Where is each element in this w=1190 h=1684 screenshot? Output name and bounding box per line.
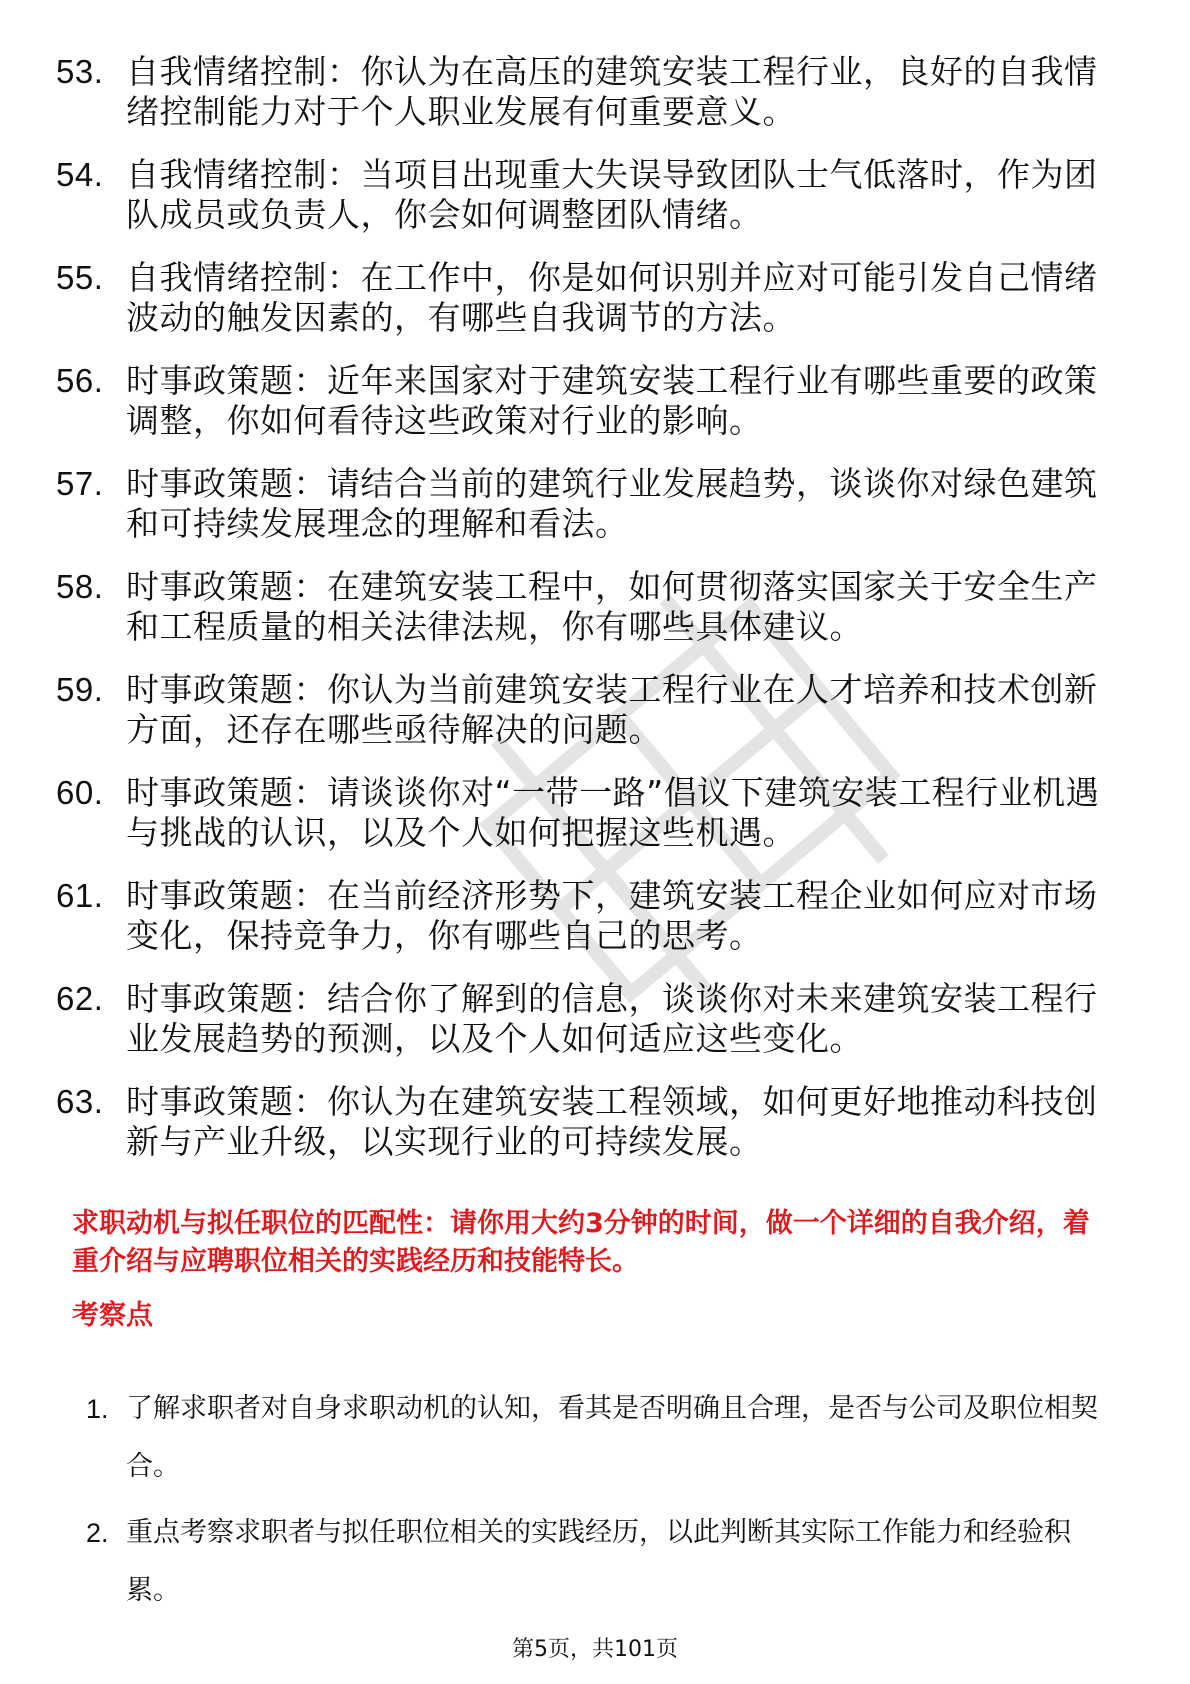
question-item [56,567,1116,647]
question-text: 时事政策题：请结合当前的建筑行业发展趋势，谈谈你对绿色建筑和可持续发展理念的理解和看法。 [126,464,1098,543]
focus-point-text: 了解求职者对自身求职动机的认知，看其是否明确且合理，是否与公司及职位相契合。 [126,1393,1098,1482]
question-item [56,155,1116,235]
question-text: 时事政策题：你认为在建筑安装工程领域，如何更好地推动科技创新与产业升级，以实现行业的可持续发展。 [126,1082,1098,1161]
question-text: 自我情绪控制：你认为在高压的建筑安装工程行业，良好的自我情绪控制能力对于个人职业发展有何重要意义。 [126,52,1098,131]
question-item [56,773,1116,853]
question-number: 63. [56,1083,104,1120]
question-item [56,258,1116,338]
focus-point-text: 重点考察求职者与拟任职位相关的实践经历，以此判断其实际工作能力和经验积累。 [126,1517,1071,1606]
question-text: 自我情绪控制：当项目出现重大失误导致团队士气低落时，作为团队成员或负责人，你会如何调整团队情绪。 [126,155,1098,234]
question-number: 58. [56,568,104,605]
question-text: 自我情绪控制：在工作中，你是如何识别并应对可能引发自己情绪波动的触发因素的，有哪些自我调节的方法。 [126,258,1098,337]
question-text: 时事政策题：近年来国家对于建筑安装工程行业有哪些重要的政策调整，你如何看待这些政策对行业的影响。 [126,361,1098,440]
question-item [56,979,1116,1059]
question-text: 时事政策题：在当前经济形势下，建筑安装工程企业如何应对市场变化，保持竞争力，你有哪些自己的思考。 [126,876,1098,955]
focus-point-number: 1. [86,1394,109,1424]
question-number: 53. [56,53,104,90]
question-item [56,361,1116,441]
focus-heading: 考察点 [72,1300,153,1331]
motivation-question: 求职动机与拟任职位的匹配性：请你用大约3分钟的时间，做一个详细的自我介绍，着重介绍与应聘职位相关的实践经历和技能特长。 [72,1208,1090,1277]
focus-point-item [86,1380,1116,1496]
question-number: 62. [56,980,104,1017]
question-number: 57. [56,465,104,502]
question-list [56,52,1116,1185]
question-item [56,670,1116,750]
question-number: 56. [56,362,104,399]
question-text: 时事政策题：你认为当前建筑安装工程行业在人才培养和技术创新方面，还存在哪些亟待解决的问题。 [126,670,1098,749]
question-number: 60. [56,774,104,811]
question-number: 55. [56,259,104,296]
focus-point-list [86,1380,1116,1628]
question-number: 54. [56,156,104,193]
question-number: 59. [56,671,104,708]
question-item [56,464,1116,544]
focus-point-item [86,1504,1116,1620]
question-text: 时事政策题：在建筑安装工程中，如何贯彻落实国家关于安全生产和工程质量的相关法律法规，你有哪些具体建议。 [126,567,1098,646]
question-text: 时事政策题：请谈谈你对“一带一路”倡议下建筑安装工程行业机遇与挑战的认识，以及个人如何把握这些机遇。 [126,773,1100,852]
question-item [56,876,1116,956]
page-footer: 第5页，共101页 [512,1637,678,1662]
question-item [56,52,1116,132]
focus-point-number: 2. [86,1518,109,1548]
question-item [56,1082,1116,1162]
question-text: 时事政策题：结合你了解到的信息，谈谈你对未来建筑安装工程行业发展趋势的预测，以及个人如何适应这些变化。 [126,979,1098,1058]
question-number: 61. [56,877,104,914]
